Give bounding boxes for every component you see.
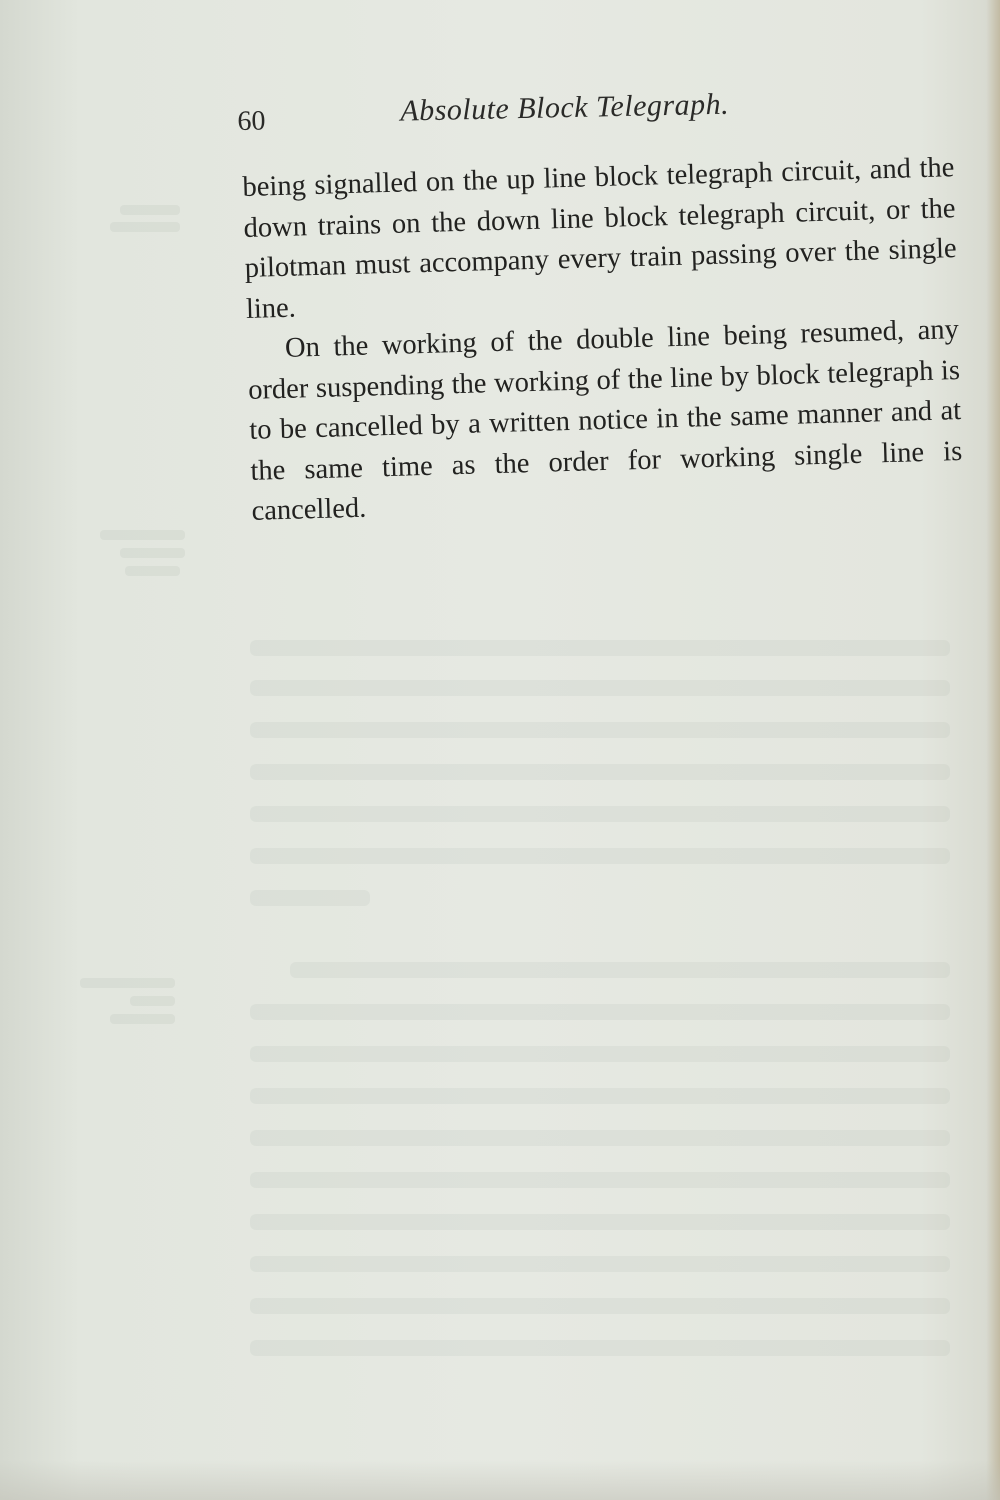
body-text [242, 148, 964, 532]
page-header [237, 83, 958, 148]
page-edge-discoloration [986, 0, 1000, 1500]
running-title: Absolute Block Telegraph. [399, 87, 730, 128]
paragraph: being signalled on the up line block telegraph circuit, and the down trains on the down line block telegraph circuit, or the pilotman must accompany every train passing over the single line. [242, 152, 957, 325]
paragraph: On the working of the double line being resumed, any order suspending the working of the line by block telegraph is to be cancelled by a written notice in the same manner and at the same time as the order for working single line is cancelled. [247, 314, 963, 527]
page-number: 60 [237, 105, 266, 137]
page-bottom-shadow [0, 1460, 1000, 1500]
